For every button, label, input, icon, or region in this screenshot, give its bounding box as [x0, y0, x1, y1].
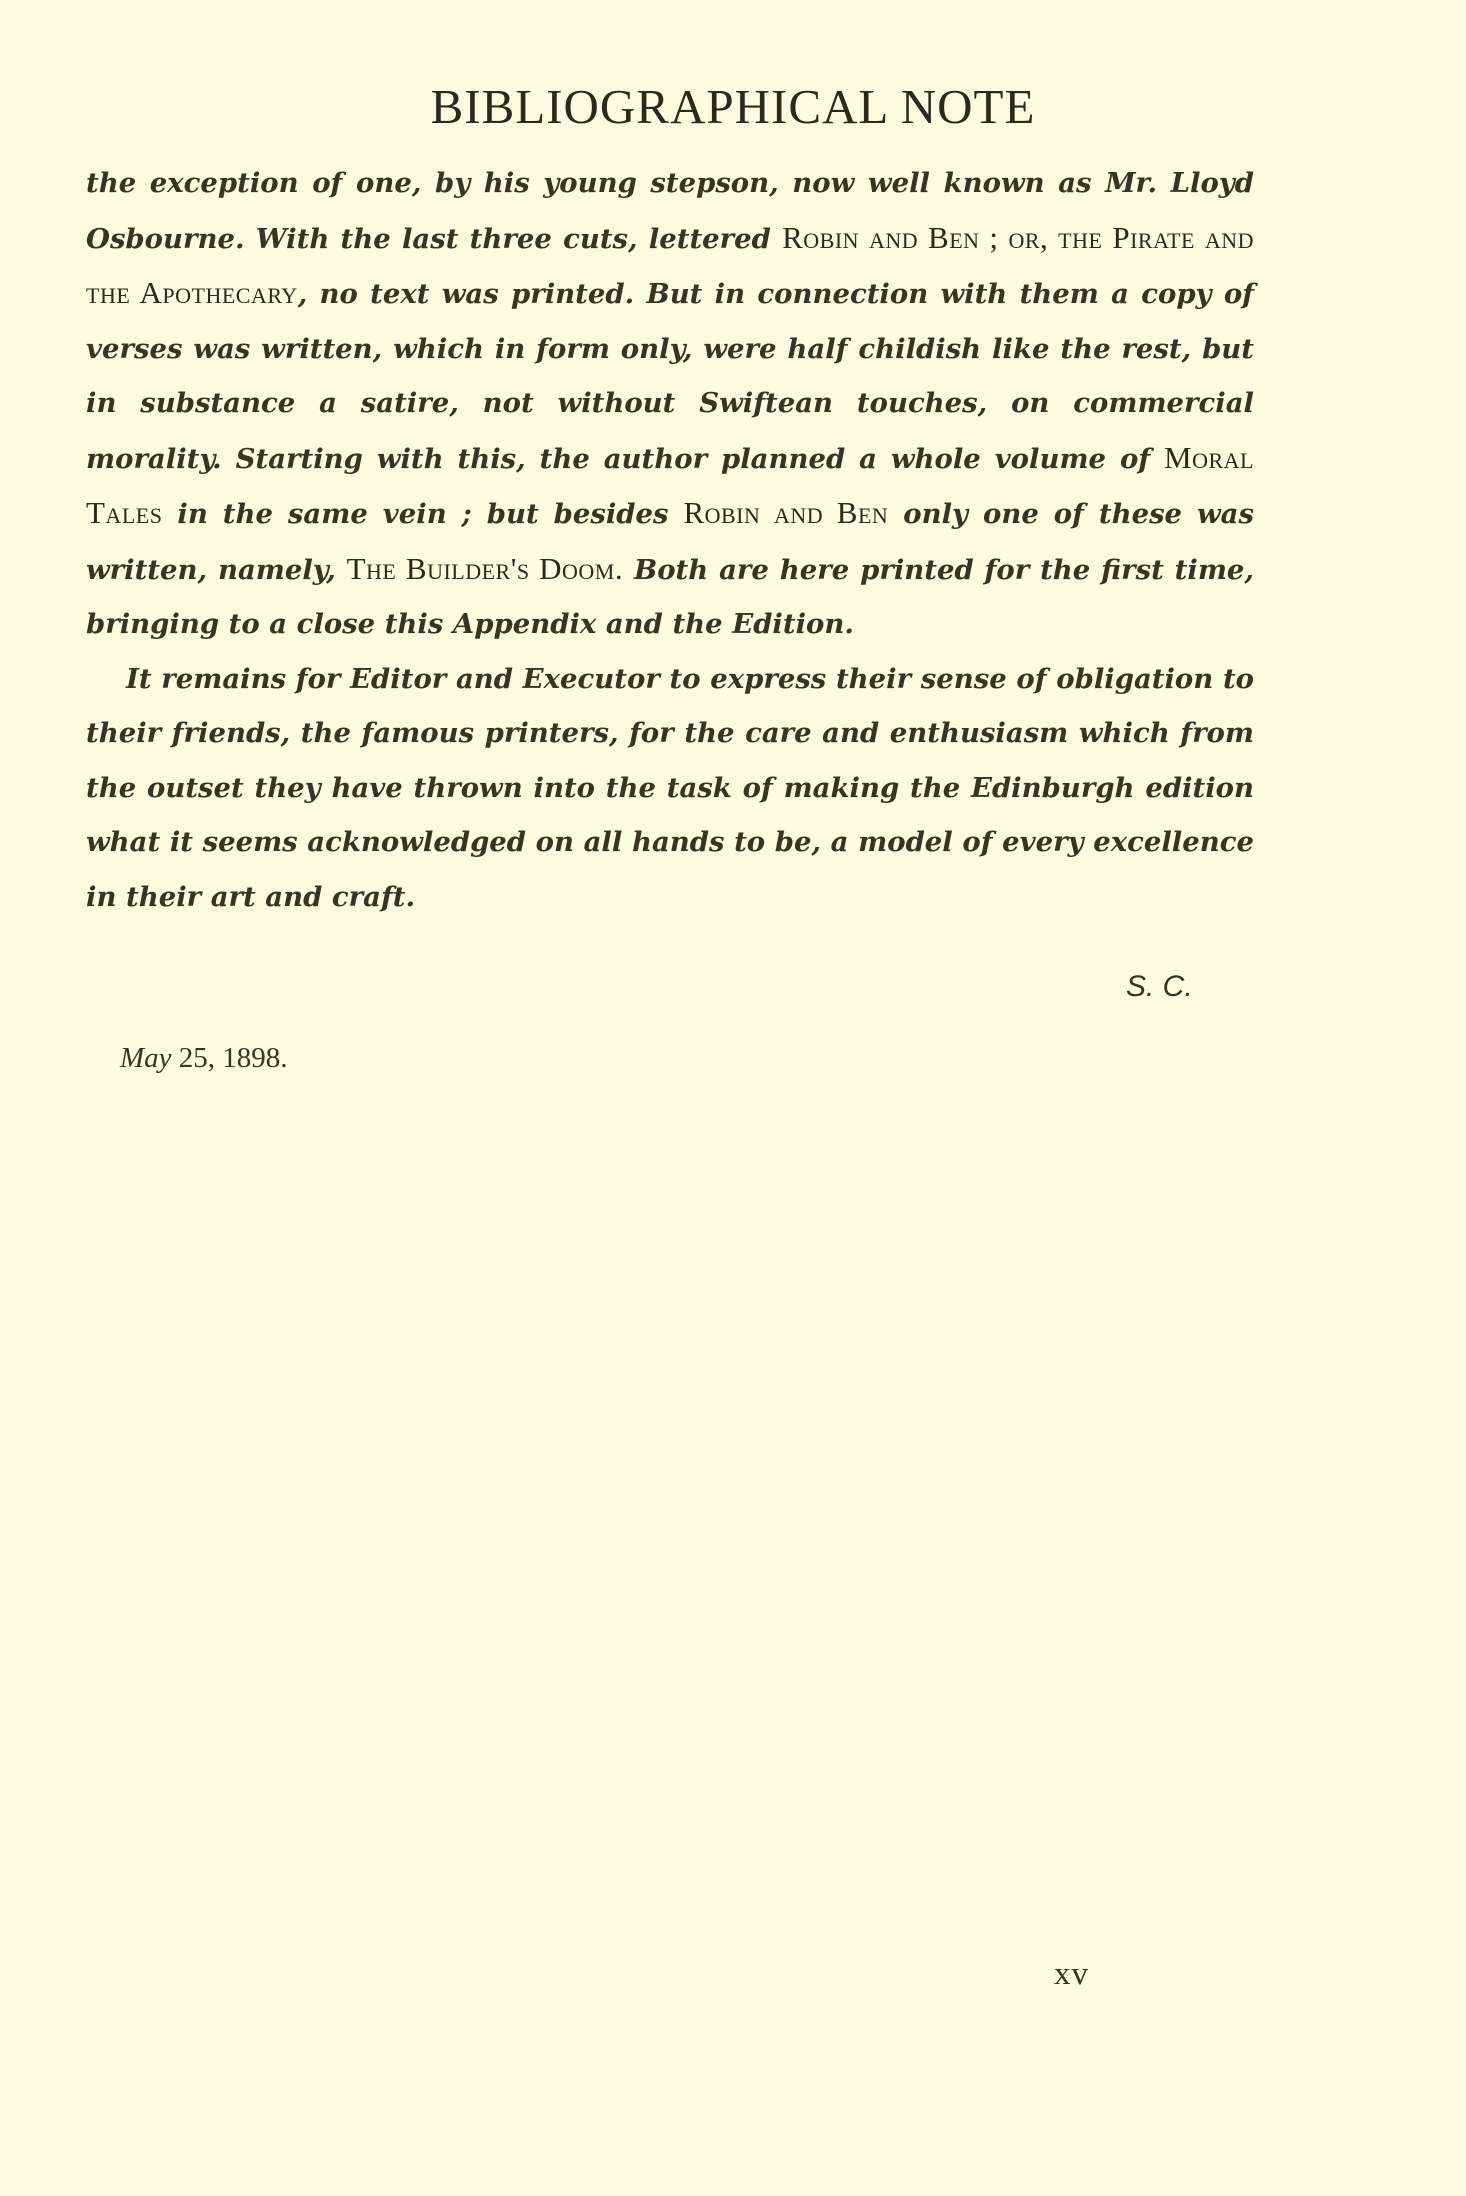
small-caps-title: Robin and Ben ; or, the Pirate and the Apothecary [86, 219, 1254, 310]
body-text [86, 156, 1254, 924]
text-run: Both are here printed for the first time, bringing to a close this Appendix and the Edition. [86, 553, 1254, 640]
signature-initials: S. C. [1126, 970, 1193, 1003]
text-run: only one of these was written, namely, [86, 498, 1254, 586]
date-month: May [120, 1042, 172, 1074]
page-title: BIBLIOGRAPHICAL NOTE [430, 79, 1036, 134]
text-run: in the same vein ; but besides [162, 498, 684, 530]
small-caps-title: The Builder's Doom. [346, 550, 624, 586]
paragraph-1 [86, 156, 1254, 652]
paragraph-2 [86, 652, 1254, 925]
date-line [120, 1042, 288, 1075]
text-run: the exception of one, by his young stepson, now well known as Mr. Lloyd Osbourne. With the last three cuts, lettered [86, 167, 1254, 255]
small-caps-title: Robin and Ben [683, 495, 889, 530]
text-run: It remains for Editor and Executor to express their sense of obligation to their friends, the famous printers, for the care and enthusiasm which from the outset they have thrown into the task of making the Edinburgh edition what it seems acknowledged on all hands to be, a model of every excellence in their art and craft. [86, 662, 1254, 913]
text-run: , no text was printed. But in connection with them a copy of verses was written, which in form only, were half childish like the rest, but in substance a satire, not without Swiftean touches, on commercial morality. Starting with this, the author planned a whole volume of [86, 278, 1254, 475]
small-caps-title: Moral Tales [86, 439, 1254, 530]
date-rest: 25, 1898. [171, 1042, 288, 1074]
page-number: xv [1054, 1956, 1089, 1992]
